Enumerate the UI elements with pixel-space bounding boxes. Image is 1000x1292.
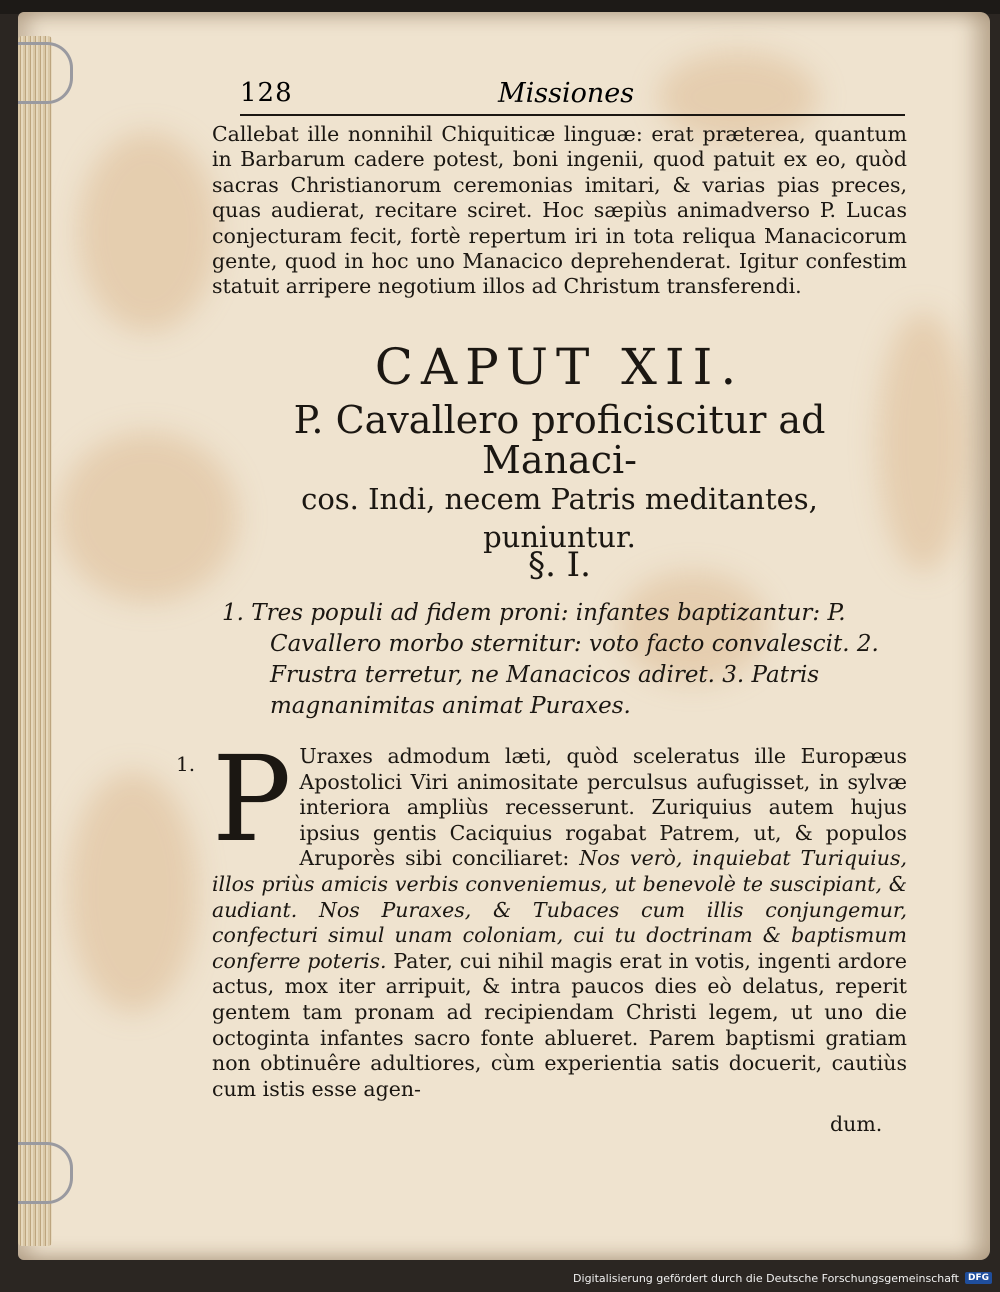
catchword: dum. xyxy=(830,1112,883,1136)
chapter-title-line-3: puniuntur. xyxy=(483,520,636,554)
body-text-a: Uraxes admodum læti, quòd sceleratus ille Europæus Apostolici Viri animositate perculsus aufugisset, in sylvæ interiora ampliùs recesserunt. Zuriquius autem hujus ipsius gentis Caciquius rogabat Patrem, ut, & populos Aruporès sibi conciliaret: xyxy=(299,744,907,871)
book-clip-top xyxy=(18,42,73,104)
body-text-c: Pater, cui nihil magis erat in votis, ingenti ardore actus, mox iter arripuit, & intra paucos dies eò delatus, reperit gentem tam pronam ad recipiendam Christi legem, ut uno die octoginta infantes sacro fonte ablueret. Parem baptismi gratiam non obtinuêre adultiores, cùm experientia satis docuerit, cautiùs cum istis esse agen- xyxy=(212,948,907,1101)
body-paragraph xyxy=(212,730,907,1102)
top-paragraph: Callebat ille nonnihil Chiquiticæ linguæ: erat præterea, quantum in Barbarum cadere potest, boni ingenii, quod patuit ex eo, quòd sacras Christianorum ceremonias imitari, & varias pias preces, quas audierat, recitare sciret. Hoc sæpiùs animadverso P. Lucas conjecturam fecit, fortè repertum iri in tota reliqua Manacicorum gente, quod in hoc uno Manacico deprehenderat. Igitur confestim statuit arripere negotium illos ad Christum transferendi. xyxy=(212,122,907,299)
running-header xyxy=(240,78,905,116)
book-clip-bottom xyxy=(18,1142,73,1204)
chapter-title-line-2: cos. Indi, necem Patris meditantes, xyxy=(301,482,818,516)
paper-stain xyxy=(78,132,218,332)
running-title: Missiones xyxy=(498,78,635,109)
page-stack-edge xyxy=(18,36,52,1246)
credit-text: Digitalisierung gefördert durch die Deutsche Forschungsgemeinschaft xyxy=(573,1271,959,1285)
top-paragraph-block xyxy=(212,122,907,300)
page-number: 128 xyxy=(240,78,293,108)
drop-cap: P xyxy=(212,730,292,868)
chapter-summary: 1. Tres populi ad fidem proni: infantes baptizantur: P. Cavallero morbo sternitur: voto facto convalescit. 2. Frustra terretur, ne Manacicos adiret. 3. Patris magnanimitas animat Puraxes. xyxy=(222,600,879,719)
chapter-title xyxy=(212,400,907,556)
digitization-credit xyxy=(573,1269,992,1287)
dfg-logo-icon: DFG xyxy=(965,1272,992,1284)
body-text-italic-quote: Nos verò, inquiebat Turiquius, illos priùs amicis verbis conveniemus, ut benevolè te suscipiant, & audiant. Nos Puraxes, & Tubaces cum illis conjungemur, confecturi simul unam coloniam, cui tu doctrinam & baptismum conferre poteris. xyxy=(212,846,907,973)
chapter-title-line-1: P. Cavallero proficiscitur ad Manaci- xyxy=(293,398,826,482)
margin-number: 1. xyxy=(176,752,196,776)
paper-stain xyxy=(68,772,198,1012)
chapter-heading: CAPUT XII. xyxy=(374,338,745,396)
paper-stain xyxy=(58,432,238,602)
section-heading: §. I. xyxy=(528,545,591,585)
